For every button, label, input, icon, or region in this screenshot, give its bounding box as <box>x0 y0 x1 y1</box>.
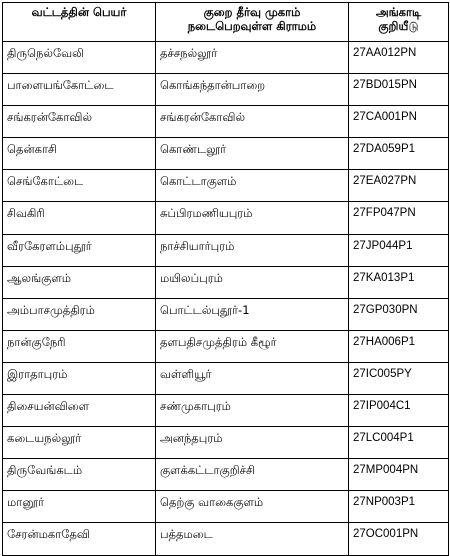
taluk-cell: வீரகேரளம்புதூர் <box>3 234 156 266</box>
taluk-cell: சிவகிரி <box>3 202 156 234</box>
header-code-line1: அங்காடி <box>375 5 422 19</box>
village-cell: பொட்டல்புதூர்-1 <box>156 298 349 330</box>
village-cell: சங்கரன்கோவில் <box>156 106 349 138</box>
taluk-cell: அம்பாசமுத்திரம் <box>3 298 156 330</box>
shop-code-cell: 27DA059P1 <box>349 138 449 170</box>
taluk-cell: பாளையங்கோட்டை <box>3 74 156 106</box>
village-cell: தெற்கு வாகைகுளம் <box>156 491 349 523</box>
shop-code-cell: 27EA027PN <box>349 170 449 202</box>
table-row <box>3 234 449 266</box>
header-code <box>349 3 449 42</box>
shop-code-cell: 27IP004C1 <box>349 395 449 427</box>
taluk-cell: மானூர் <box>3 491 156 523</box>
table-row <box>3 330 449 362</box>
table-row <box>3 170 449 202</box>
table-body <box>3 42 449 556</box>
shop-code-cell: 27FP047PN <box>349 202 449 234</box>
camp-schedule-table <box>2 2 449 556</box>
header-village-line1: குறை தீர்வு முகாம் <box>203 5 301 19</box>
table-row <box>3 395 449 427</box>
shop-code-cell: 27JP044P1 <box>349 234 449 266</box>
village-cell: வள்ளியூர் <box>156 362 349 394</box>
village-cell: அனந்தபுரம் <box>156 427 349 459</box>
village-cell: கொங்கந்தான்பாறை <box>156 74 349 106</box>
village-cell: மயிலப்புரம் <box>156 266 349 298</box>
shop-code-cell: 27OC001PN <box>349 523 449 555</box>
village-cell: கொட்டாகுளம் <box>156 170 349 202</box>
village-cell: குளக்கட்டாகுறிச்சி <box>156 459 349 491</box>
header-village-line2: நடைபெறவுள்ள கிராமம் <box>187 19 317 33</box>
village-cell: பத்தமடை <box>156 523 349 555</box>
header-row <box>3 3 449 42</box>
header-code-line2: குறியீடு <box>378 19 419 33</box>
taluk-cell: செங்கோட்டை <box>3 170 156 202</box>
shop-code-cell: 27AA012PN <box>349 42 449 74</box>
shop-code-cell: 27MP004PN <box>349 459 449 491</box>
table-row <box>3 106 449 138</box>
taluk-cell: திருவேங்கடம் <box>3 459 156 491</box>
shop-code-cell: 27NP003P1 <box>349 491 449 523</box>
taluk-cell: இராதாபுரம் <box>3 362 156 394</box>
table-row <box>3 459 449 491</box>
shop-code-cell: 27HA006P1 <box>349 330 449 362</box>
taluk-cell: தென்காசி <box>3 138 156 170</box>
taluk-cell: சங்கரன்கோவில் <box>3 106 156 138</box>
table-row <box>3 523 449 555</box>
header-taluk <box>3 3 156 42</box>
village-cell: தளபதிசமுத்திரம் கீழூர் <box>156 330 349 362</box>
shop-code-cell: 27LC004P1 <box>349 427 449 459</box>
table-row <box>3 138 449 170</box>
shop-code-cell: 27BD015PN <box>349 74 449 106</box>
taluk-cell: திருநெல்வேலி <box>3 42 156 74</box>
village-cell: தச்சநல்லூர் <box>156 42 349 74</box>
table-row <box>3 74 449 106</box>
header-village <box>156 3 349 42</box>
village-cell: கொண்டலூர் <box>156 138 349 170</box>
taluk-cell: நான்குநேரி <box>3 330 156 362</box>
village-cell: சுப்பிரமணியபுரம் <box>156 202 349 234</box>
shop-code-cell: 27KA013P1 <box>349 266 449 298</box>
table-row <box>3 266 449 298</box>
table-header <box>3 3 449 42</box>
table-row <box>3 298 449 330</box>
table-row <box>3 362 449 394</box>
table-row <box>3 491 449 523</box>
village-cell: சண்முகாபுரம் <box>156 395 349 427</box>
shop-code-cell: 27IC005PY <box>349 362 449 394</box>
taluk-cell: சேரன்மகாதேவி <box>3 523 156 555</box>
taluk-cell: கடையநல்லூர் <box>3 427 156 459</box>
table-row <box>3 202 449 234</box>
table-row <box>3 427 449 459</box>
shop-code-cell: 27CA001PN <box>349 106 449 138</box>
table-row <box>3 42 449 74</box>
shop-code-cell: 27GP030PN <box>349 298 449 330</box>
taluk-cell: ஆலங்குளம் <box>3 266 156 298</box>
taluk-cell: திசையன்விளை <box>3 395 156 427</box>
village-cell: நாச்சியார்புரம் <box>156 234 349 266</box>
header-taluk-label: வட்டத்தின் பெயர் <box>31 5 127 19</box>
